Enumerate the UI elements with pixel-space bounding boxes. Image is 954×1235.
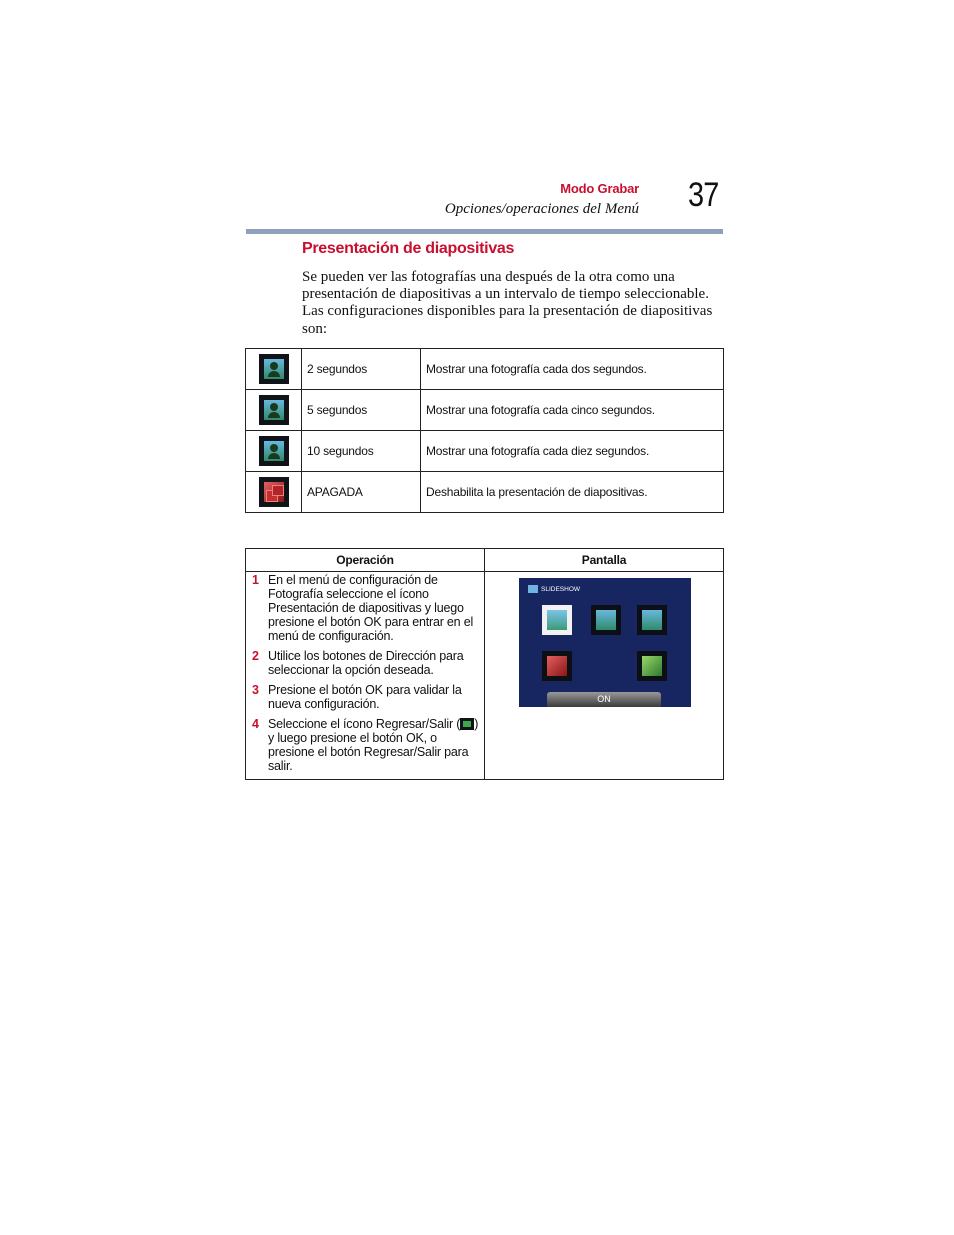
step-number: 2 — [252, 649, 259, 663]
table-row — [246, 431, 724, 472]
step-text: En el menú de configuración de Fotografía seleccione el ícono Presentación de diapositivas y luego presione el botón OK para entrar en el menú de configuración. — [268, 573, 474, 643]
table-header-row — [246, 549, 724, 572]
camera-screen — [519, 578, 691, 707]
slideshow-5s-icon — [591, 605, 621, 635]
table-row — [246, 390, 724, 431]
list-item — [252, 573, 480, 643]
setting-name: 2 segundos — [302, 349, 421, 390]
slideshow-off-icon — [259, 477, 289, 507]
running-header-section: Modo Grabar — [560, 181, 639, 196]
setting-description: Mostrar una fotografía cada dos segundos. — [421, 349, 724, 390]
settings-table — [245, 348, 724, 513]
operations-table — [245, 548, 724, 780]
setting-name: 10 segundos — [302, 431, 421, 472]
setting-name: APAGADA — [302, 472, 421, 513]
section-title: Presentación de diapositivas — [302, 240, 515, 257]
operation-cell — [246, 572, 485, 780]
slideshow-icon — [259, 436, 289, 466]
step-text: Presione el botón OK para validar la nueva configuración. — [268, 683, 462, 711]
table-row — [246, 349, 724, 390]
slideshow-mini-icon — [528, 585, 538, 593]
table-row — [246, 572, 724, 780]
list-item — [252, 717, 480, 773]
slideshow-off-icon — [542, 651, 572, 681]
return-exit-icon — [460, 718, 474, 730]
setting-icon-cell — [246, 472, 302, 513]
list-item — [252, 649, 480, 677]
setting-icon-cell — [246, 431, 302, 472]
page-number: 37 — [688, 176, 719, 214]
step-number: 1 — [252, 573, 259, 587]
screen-title-text: SLIDESHOW — [541, 585, 581, 593]
step-text: Utilice los botones de Dirección para seleccionar la opción deseada. — [268, 649, 464, 677]
setting-description: Deshabilita la presentación de diapositivas. — [421, 472, 724, 513]
operation-header: Operación — [246, 549, 485, 572]
setting-icon-cell — [246, 349, 302, 390]
slideshow-10s-icon — [637, 605, 667, 635]
setting-name: 5 segundos — [302, 390, 421, 431]
step-text — [268, 717, 480, 773]
slideshow-2s-icon — [542, 605, 572, 635]
screen-header: Pantalla — [485, 549, 724, 572]
screen-title — [528, 585, 580, 593]
step-number: 4 — [252, 717, 259, 731]
table-row — [246, 472, 724, 513]
setting-icon-cell — [246, 390, 302, 431]
list-item — [252, 683, 480, 711]
return-exit-icon — [637, 651, 667, 681]
slideshow-icon — [259, 395, 289, 425]
setting-description: Mostrar una fotografía cada cinco segundos. — [421, 390, 724, 431]
running-header-subsection: Opciones/operaciones del Menú — [444, 201, 639, 217]
slideshow-icon — [259, 354, 289, 384]
selected-option-bar: ON — [547, 692, 661, 707]
step-text-after: ) y luego presione el botón OK, o presione el botón Regresar/Salir para salir. — [268, 717, 479, 773]
step-list — [246, 572, 484, 773]
step-text-before: Seleccione el ícono Regresar/Salir ( — [268, 717, 461, 731]
intro-paragraph: Se pueden ver las fotografías una después de la otra como una presentación de diapositivas a un intervalo de tiempo seleccionable. Las configuraciones disponibles para la presentación de diapositivas son: — [302, 269, 713, 337]
setting-description: Mostrar una fotografía cada diez segundos. — [421, 431, 724, 472]
header-rule — [246, 229, 723, 234]
step-number: 3 — [252, 683, 259, 697]
screen-cell — [485, 572, 724, 780]
